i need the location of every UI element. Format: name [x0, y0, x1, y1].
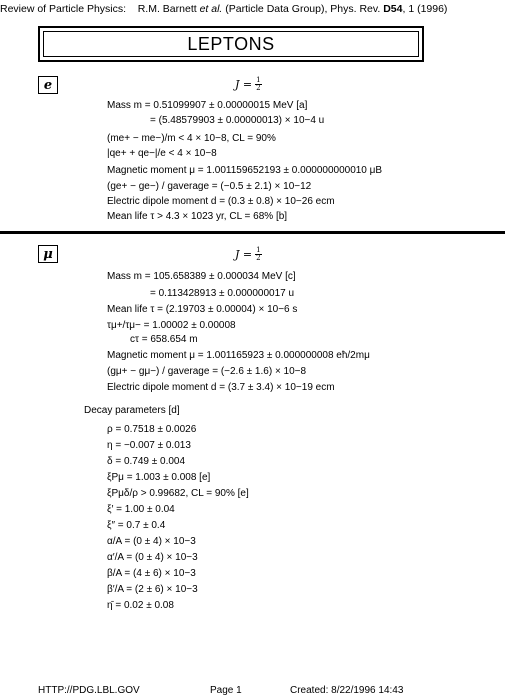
- decay-parameter: ξPμ = 1.003 ± 0.008 [e]: [107, 472, 211, 483]
- footer-page-number: Page 1: [210, 685, 242, 696]
- electron-property: Mean life τ > 4.3 × 1023 yr, CL = 68% [b]: [107, 211, 288, 222]
- muon-property: (gμ+ − gμ−) / gaverage = (−2.6 ± 1.6) × 10−8: [107, 366, 307, 377]
- decay-parameter: α′/A = (0 ± 4) × 10−3: [107, 552, 198, 563]
- muon-spin-fraction: [255, 247, 261, 262]
- decay-parameter: δ = 0.749 ± 0.004: [107, 456, 186, 467]
- citation-pages: , 1 (1996): [402, 3, 448, 15]
- electron-property: Mass m = 0.51099907 ± 0.00000015 MeV [a]: [107, 100, 308, 111]
- electron-symbol-box: [38, 76, 58, 94]
- decay-parameter: ξ″ = 0.7 ± 0.4: [107, 520, 166, 531]
- citation-group: (Particle Data Group), Phys. Rev.: [225, 3, 381, 15]
- muon-spin-numerator: 1: [256, 246, 261, 254]
- electron-spin-denominator: 2: [256, 84, 261, 92]
- electron-property: (ge+ − ge−) / gaverage = (−0.5 ± 2.1) × 10−12: [107, 181, 312, 192]
- citation-authors: R.M. Barnett: [137, 3, 197, 15]
- section-divider: [0, 231, 505, 234]
- decay-parameter: ρ = 0.7518 ± 0.0026: [107, 424, 197, 435]
- decay-parameters-heading: Decay parameters [d]: [84, 405, 180, 416]
- decay-parameter: η̄ = 0.02 ± 0.08: [107, 600, 174, 611]
- footer-url: HTTP://PDG.LBL.GOV: [38, 685, 140, 696]
- decay-parameter: η = −0.007 ± 0.013: [107, 440, 191, 451]
- electron-property: Electric dipole moment d = (0.3 ± 0.8) × 10−26 ecm: [107, 196, 335, 207]
- page-title: LEPTONS: [187, 33, 275, 54]
- electron-symbol: e: [43, 77, 53, 93]
- muon-property: Mean life τ = (2.19703 ± 0.00004) × 10−6 s: [107, 304, 298, 315]
- title-inner-frame: [43, 31, 419, 57]
- electron-property: Magnetic moment μ = 1.001159652193 ± 0.000000000010 μB: [107, 165, 383, 176]
- muon-property: Electric dipole moment d = (3.7 ± 3.4) × 10−19 ecm: [107, 382, 335, 393]
- electron-property: |qe+ + qe−|/e < 4 × 10−8: [107, 148, 217, 159]
- electron-spin-label: J =: [235, 78, 253, 91]
- decay-parameter: β′/A = (2 ± 6) × 10−3: [107, 584, 198, 595]
- muon-spin-denominator: 2: [256, 254, 261, 262]
- muon-spin-label: J =: [235, 248, 253, 261]
- muon-symbol-box: [38, 245, 58, 263]
- muon-property: = 0.113428913 ± 0.000000017 u: [150, 288, 295, 299]
- muon-spin: [235, 247, 262, 262]
- electron-spin-numerator: 1: [256, 76, 261, 84]
- electron-spin: [235, 77, 262, 92]
- citation-prefix: Review of Particle Physics:: [0, 3, 127, 15]
- decay-parameter: ξ′ = 1.00 ± 0.04: [107, 504, 175, 515]
- decay-parameter: α/A = (0 ± 4) × 10−3: [107, 536, 196, 547]
- title-box: [38, 26, 424, 62]
- muon-symbol: μ: [43, 246, 53, 262]
- electron-property: = (5.48579903 ± 0.00000013) × 10−4 u: [150, 115, 325, 126]
- citation-etal: et al.: [199, 3, 223, 15]
- muon-property: Magnetic moment μ = 1.001165923 ± 0.000000008 eħ/2mμ: [107, 350, 370, 361]
- citation-volume: D54: [383, 3, 403, 15]
- muon-property: cτ = 658.654 m: [130, 334, 198, 345]
- citation-header: [0, 3, 447, 15]
- muon-property: Mass m = 105.658389 ± 0.000034 MeV [c]: [107, 271, 296, 282]
- footer-created-date: Created: 8/22/1996 14:43: [290, 685, 404, 696]
- muon-property: τμ+/τμ− = 1.00002 ± 0.00008: [107, 320, 236, 331]
- decay-parameter: ξPμδ/ρ > 0.99682, CL = 90% [e]: [107, 488, 249, 499]
- electron-spin-fraction: [255, 77, 261, 92]
- decay-parameter: β/A = (4 ± 6) × 10−3: [107, 568, 196, 579]
- electron-property: (me+ − me−)/m < 4 × 10−8, CL = 90%: [107, 133, 276, 144]
